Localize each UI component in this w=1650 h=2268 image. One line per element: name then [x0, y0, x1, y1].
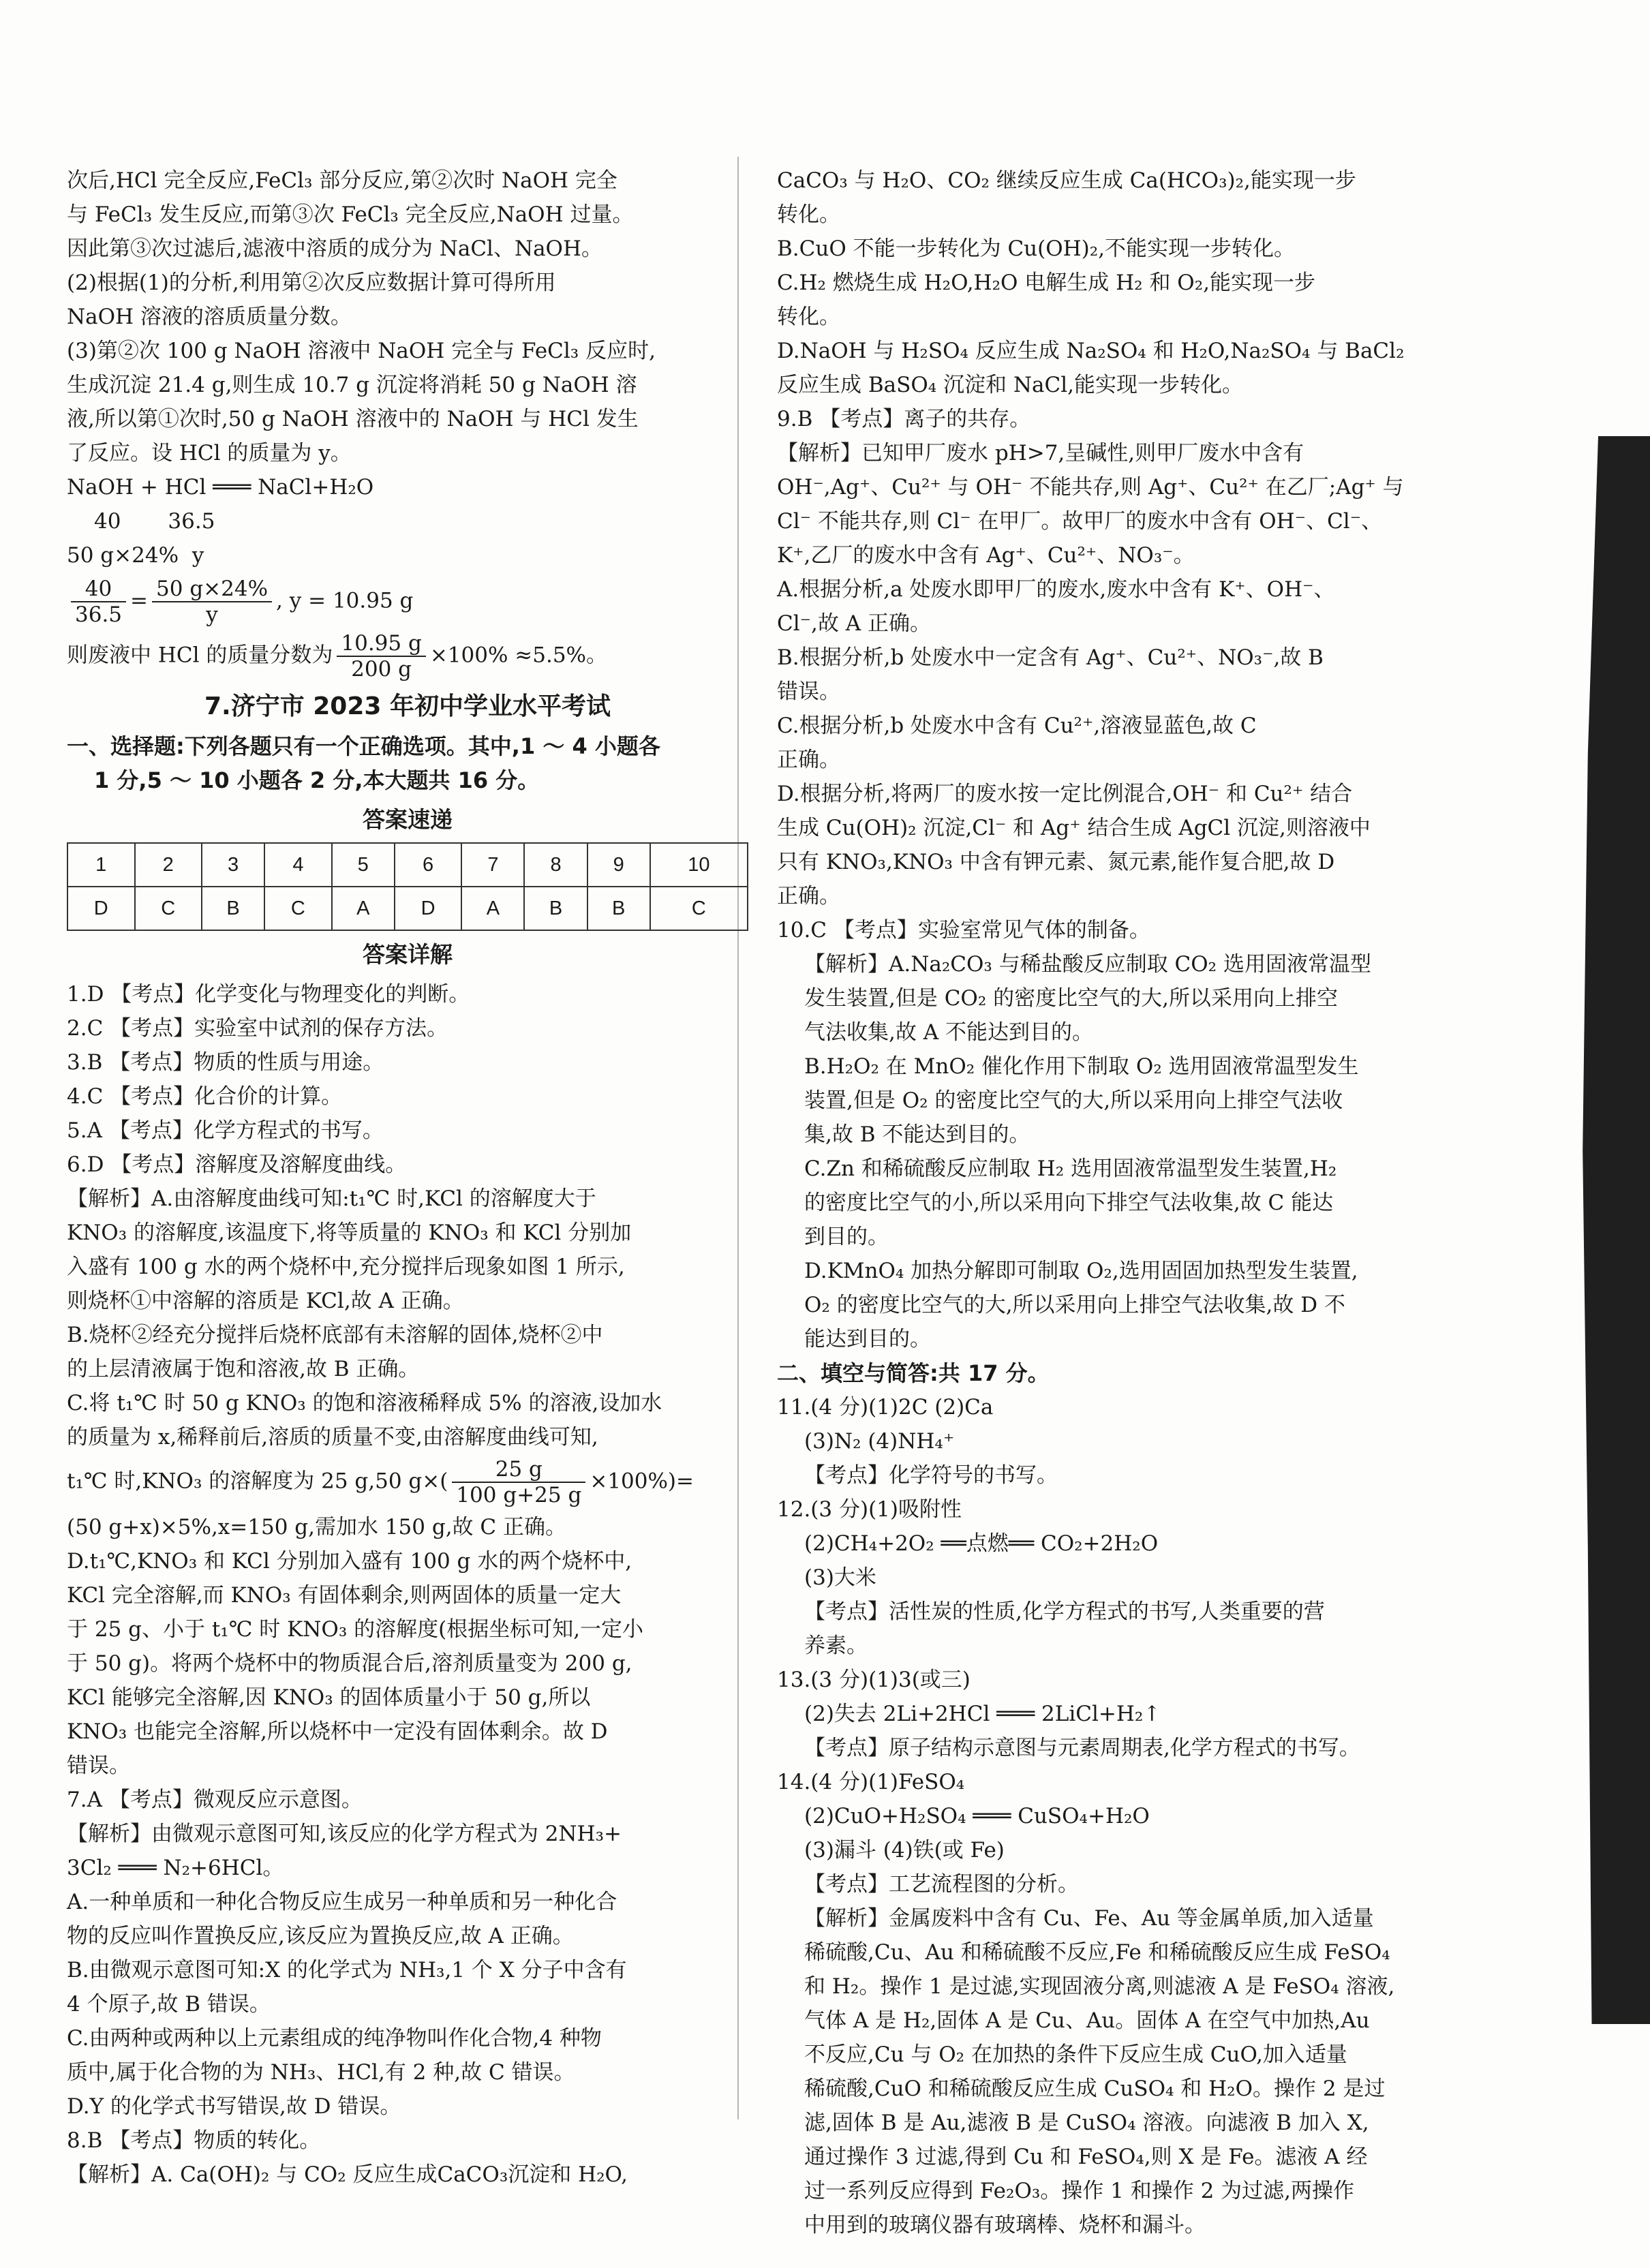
answer-item: 2.C 【考点】实验室中试剂的保存方法。 [67, 1016, 448, 1041]
text-line: NaOH 溶液的溶质质量分数。 [67, 305, 352, 329]
text-line: 到目的。 [804, 1225, 889, 1249]
text-line: KNO₃ 的溶解度,该温度下,将等质量的 KNO₃ 和 KCl 分别加 [67, 1221, 632, 1245]
pct-num: 10.95 g [337, 631, 425, 657]
answer-num-cell: 2 [135, 843, 202, 887]
text-line: 滤,固体 B 是 Au,滤液 B 是 CuSO₄ 溶液。向滤液 B 加入 X, [804, 2111, 1369, 2135]
text-line: 生成沉淀 21.4 g,则生成 10.7 g 沉淀将消耗 50 g NaOH 溶 [67, 373, 637, 397]
text-line: 因此第③次过滤后,滤液中溶质的成分为 NaCl、NaOH。 [67, 236, 603, 261]
q10-analysis [777, 913, 1458, 1356]
text-line: (2)根据(1)的分析,利用第②次反应数据计算可得所用 [67, 271, 556, 295]
ratio-den-1: 36.5 [75, 602, 123, 627]
text-line: A.根据分析,a 处废水即甲厂的废水,废水中含有 K⁺、OH⁻、 [777, 577, 1335, 602]
answer-item: 8.B 【考点】物质的转化。 [67, 2128, 321, 2153]
text-line: (2)失去 2Li+2HCl ═══ 2LiCl+H₂↑ [804, 1702, 1161, 1726]
text-line: 入盛有 100 g 水的两个烧杯中,充分搅拌后现象如图 1 所示, [67, 1255, 625, 1279]
text-line: 错误。 [67, 1753, 130, 1778]
text-line: KCl 完全溶解,而 KNO₃ 有固体剩余,则两固体的质量一定大 [67, 1583, 622, 1608]
answer-num-cell: 3 [202, 843, 264, 887]
text-line: C.根据分析,b 处废水中含有 Cu²⁺,溶液显蓝色,故 C [777, 714, 1257, 738]
answer-number-row [67, 843, 748, 887]
text-line: 液,所以第①次时,50 g NaOH 溶液中的 NaOH 与 HCl 发生 [67, 407, 639, 431]
text-line: B.根据分析,b 处废水中一定含有 Ag⁺、Cu²⁺、NO₃⁻,故 B [777, 645, 1324, 670]
text-line: Cl⁻,故 A 正确。 [777, 611, 931, 636]
text-line: 气法收集,故 A 不能达到目的。 [804, 1020, 1093, 1045]
text-line: 【解析】已知甲厂废水 pH>7,呈碱性,则甲厂废水中含有 [777, 441, 1304, 465]
equation-masses: 40 36.5 [94, 509, 215, 534]
text-line: D.KMnO₄ 加热分解即可制取 O₂,选用固固加热型发生装置, [804, 1259, 1358, 1283]
answer-key-cell: B [587, 887, 650, 930]
right-column [777, 164, 1458, 2242]
text-line: 转化。 [777, 202, 840, 227]
ratio-result: , y = 10.95 g [276, 588, 414, 613]
answer-item: 4.C 【考点】化合价的计算。 [67, 1084, 343, 1109]
percentage-line [67, 631, 748, 681]
answer-item: 7.A 【考点】微观反应示意图。 [67, 1788, 363, 1812]
ratio-equals: = [130, 588, 149, 613]
section-heading-2: 二、填空与简答:共 17 分。 [777, 1360, 1050, 1386]
text-line: B.烧杯②经充分搅拌后烧杯底部有未溶解的固体,烧杯②中 [67, 1323, 603, 1347]
text-line: 于 25 g、小于 t₁℃ 时 KNO₃ 的溶解度(根据坐标可知,一定小 [67, 1617, 644, 1642]
answer-key-cell: D [67, 887, 135, 930]
answer-key-cell: A [461, 887, 524, 930]
text-line: 能达到目的。 [804, 1327, 931, 1351]
q6-fraction-line [67, 1457, 748, 1507]
text-line: 稀硫酸,Cu、Au 和稀硫酸不反应,Fe 和稀硫酸反应生成 FeSO₄ [804, 1940, 1390, 1965]
answer-key-cell: B [524, 887, 587, 930]
text-line: B.H₂O₂ 在 MnO₂ 催化作用下制取 O₂ 选用固液常温型发生 [804, 1054, 1359, 1079]
ratio-num-1: 40 [71, 577, 126, 602]
answer-num-cell: 1 [67, 843, 135, 887]
q6-frac-num: 25 g [452, 1457, 585, 1483]
answer-items-1-6 [67, 977, 748, 1182]
text-line: 和 H₂。操作 1 是过滤,实现固液分离,则滤液 A 是 FeSO₄ 溶液, [804, 1974, 1395, 1999]
text-line: 物的反应叫作置换反应,该反应为置换反应,故 A 正确。 [67, 1924, 574, 1948]
text-line: Cl⁻ 不能共存,则 Cl⁻ 在甲厂。故甲厂的废水中含有 OH⁻、Cl⁻、 [777, 509, 1383, 534]
text-line: 的上层清液属于饱和溶液,故 B 正确。 [67, 1357, 420, 1381]
text-line: 【解析】A.由溶解度曲线可知:t₁℃ 时,KCl 的溶解度大于 [67, 1186, 596, 1211]
text-line: (3)漏斗 (4)铁(或 Fe) [804, 1838, 1005, 1863]
answer-num-cell: 6 [395, 843, 462, 887]
answer-num-cell: 5 [332, 843, 395, 887]
text-line: 3Cl₂ ═══ N₂+6HCl。 [67, 1856, 284, 1880]
text-line: 次后,HCl 完全反应,FeCl₃ 部分反应,第②次时 NaOH 完全 [67, 168, 617, 193]
answer-item: 14.(4 分)(1)FeSO₄ [777, 1770, 965, 1794]
answer-num-cell: 4 [264, 843, 332, 887]
text-line: 质中,属于化合物的为 NH₃、HCl,有 2 种,故 C 错误。 [67, 2060, 575, 2085]
text-line: 4 个原子,故 B 错误。 [67, 1992, 271, 2017]
q6-analysis [67, 1182, 748, 1783]
text-line: CaCO₃ 与 H₂O、CO₂ 继续反应生成 Ca(HCO₃)₂,能实现一步 [777, 168, 1356, 193]
text-line: OH⁻,Ag⁺、Cu²⁺ 与 OH⁻ 不能共存,则 Ag⁺、Cu²⁺ 在乙厂;Ag⁺ 与 [777, 475, 1404, 500]
quick-answer-title: 答案速递 [363, 806, 453, 833]
answer-key-cell: A [332, 887, 395, 930]
text-line: 中用到的玻璃仪器有玻璃棒、烧杯和漏斗。 [804, 2213, 1206, 2237]
answer-num-cell: 10 [650, 843, 748, 887]
q6-frac-den: 100 g+25 g [456, 1483, 582, 1507]
answer-detail-title: 答案详解 [363, 941, 453, 968]
text-line: 集,故 B 不能达到目的。 [804, 1122, 1030, 1147]
left-column [67, 164, 748, 2192]
text-line: C.由两种或两种以上元素组成的纯净物叫作化合物,4 种物 [67, 2026, 602, 2051]
ratio-num-2: 50 g×24% [152, 577, 272, 602]
answer-table [67, 842, 748, 931]
q11 [777, 1390, 1458, 1492]
answer-num-cell: 9 [587, 843, 650, 887]
left-top-text [67, 164, 748, 470]
answer-item: 13.(3 分)(1)3(或三) [777, 1668, 971, 1692]
text-line: 养素。 [804, 1634, 868, 1658]
text-line: 生成 Cu(OH)₂ 沉淀,Cl⁻ 和 Ag⁺ 结合生成 AgCl 沉淀,则溶液中 [777, 816, 1371, 840]
text-line: 装置,但是 O₂ 的密度比空气的大,所以采用向上排空气法收 [804, 1088, 1343, 1113]
text-line: (50 g+x)×5%,x=150 g,需加水 150 g,故 C 正确。 [67, 1515, 566, 1539]
text-line: O₂ 的密度比空气的大,所以采用向上排空气法收集,故 D 不 [804, 1293, 1345, 1317]
text-line: 【解析】A. Ca(OH)₂ 与 CO₂ 反应生成CaCO₃沉淀和 H₂O, [67, 2162, 628, 2187]
text-line: 【考点】化学符号的书写。 [804, 1463, 1058, 1488]
text-line: 【考点】原子结构示意图与元素周期表,化学方程式的书写。 [804, 1736, 1360, 1760]
pct-pre: 则废液中 HCl 的质量分数为 [67, 643, 333, 668]
exam-title: 7.济宁市 2023 年初中学业水平考试 [204, 692, 611, 720]
answer-item: 9.B 【考点】离子的共存。 [777, 407, 1031, 431]
q6-frac-pre: t₁℃ 时,KNO₃ 的溶解度为 25 g,50 g×( [67, 1469, 448, 1494]
text-line: 【解析】A.Na₂CO₃ 与稀盐酸反应制取 CO₂ 选用固液常温型 [804, 952, 1371, 977]
text-line: (3)N₂ (4)NH₄⁺ [804, 1429, 955, 1454]
text-line: KNO₃ 也能完全溶解,所以烧杯中一定没有固体剩余。故 D [67, 1719, 608, 1744]
text-line: 发生装置,但是 CO₂ 的密度比空气的大,所以采用向上排空 [804, 986, 1338, 1011]
text-line: 转化。 [777, 305, 840, 329]
pct-post: ×100% ≈5.5%。 [429, 643, 608, 668]
answer-key-cell: C [135, 887, 202, 930]
text-line: 正确。 [777, 884, 840, 908]
text-line: (3)第②次 100 g NaOH 溶液中 NaOH 完全与 FeCl₃ 反应时, [67, 339, 656, 363]
page-edge-shadow [1521, 436, 1650, 2024]
text-line: 气体 A 是 H₂,固体 A 是 Cu、Au。固体 A 在空气中加热,Au [804, 2008, 1370, 2033]
answer-key-row [67, 887, 748, 930]
text-line: C.将 t₁℃ 时 50 g KNO₃ 的饱和溶液稀释成 5% 的溶液,设加水 [67, 1391, 662, 1415]
text-line: 反应生成 BaSO₄ 沉淀和 NaCl,能实现一步转化。 [777, 373, 1243, 397]
text-line: 通过操作 3 过滤,得到 Cu 和 FeSO₄,则 X 是 Fe。滤液 A 经 [804, 2145, 1368, 2169]
text-line: C.Zn 和稀硫酸反应制取 H₂ 选用固液常温型发生装置,H₂ [804, 1156, 1337, 1181]
text-line: 与 FeCl₃ 发生反应,而第③次 FeCl₃ 完全反应,NaOH 过量。 [67, 202, 634, 227]
text-line: 【解析】金属废料中含有 Cu、Fe、Au 等金属单质,加入适量 [804, 1906, 1374, 1931]
answer-item: 1.D 【考点】化学变化与物理变化的判断。 [67, 982, 470, 1007]
text-line: 只有 KNO₃,KNO₃ 中含有钾元素、氮元素,能作复合肥,故 D [777, 850, 1335, 874]
text-line: 的质量为 x,稀释前后,溶质的质量不变,由溶解度曲线可知, [67, 1425, 598, 1450]
answer-key-cell: B [202, 887, 264, 930]
text-line: 正确。 [777, 748, 840, 772]
answer-num-cell: 7 [461, 843, 524, 887]
ratio-den-2: y [206, 602, 218, 627]
text-line: B.由微观示意图可知:X 的化学式为 NH₃,1 个 X 分子中含有 [67, 1958, 627, 1982]
equation-given: 50 g×24% y [67, 543, 204, 568]
q9-analysis [777, 402, 1458, 913]
section-line: 1 分,5 ～ 10 小题各 2 分,本大题共 16 分。 [94, 767, 540, 793]
chemical-equation: NaOH + HCl ═══ NaCl+H₂O [67, 475, 374, 500]
section-heading-1 [67, 729, 748, 797]
text-line: 【考点】工艺流程图的分析。 [804, 1872, 1079, 1897]
text-line: 错误。 [777, 679, 840, 704]
text-line: D.t₁℃,KNO₃ 和 KCl 分别加入盛有 100 g 水的两个烧杯中, [67, 1549, 632, 1574]
q12 [777, 1492, 1458, 1663]
pct-den: 200 g [351, 657, 412, 681]
text-line: B.CuO 不能一步转化为 Cu(OH)₂,不能实现一步转化。 [777, 236, 1296, 261]
answer-key-cell: C [650, 887, 748, 930]
q8-continued [777, 164, 1458, 402]
text-line: 不反应,Cu 与 O₂ 在加热的条件下反应生成 CuO,加入适量 [804, 2042, 1347, 2067]
text-line: 稀硫酸,CuO 和稀硫酸反应生成 CuSO₄ 和 H₂O。操作 2 是过 [804, 2077, 1386, 2101]
q13 [777, 1663, 1458, 1765]
section-line: 一、选择题:下列各题只有一个正确选项。其中,1 ～ 4 小题各 [67, 733, 660, 759]
text-line: D.Y 的化学式书写错误,故 D 错误。 [67, 2094, 401, 2119]
text-line: 的密度比空气的小,所以采用向下排空气法收集,故 C 能达 [804, 1191, 1334, 1215]
q7-q8-analysis [67, 1783, 748, 2192]
text-line: D.NaOH 与 H₂SO₄ 反应生成 Na₂SO₄ 和 H₂O,Na₂SO₄ 与 BaCl₂ [777, 339, 1405, 363]
answer-key-cell: D [395, 887, 462, 930]
text-line: 则烧杯①中溶解的溶质是 KCl,故 A 正确。 [67, 1289, 464, 1313]
text-line: C.H₂ 燃烧生成 H₂O,H₂O 电解生成 H₂ 和 O₂,能实现一步 [777, 271, 1315, 295]
text-line: (2)CH₄+2O₂ ══点燃══ CO₂+2H₂O [804, 1531, 1159, 1556]
text-line: KCl 能够完全溶解,因 KNO₃ 的固体质量小于 50 g,所以 [67, 1685, 591, 1710]
answer-item: 3.B 【考点】物质的性质与用途。 [67, 1050, 384, 1075]
text-line: 于 50 g)。将两个烧杯中的物质混合后,溶剂质量变为 200 g, [67, 1651, 632, 1676]
text-line: 【考点】活性炭的性质,化学方程式的书写,人类重要的营 [804, 1599, 1325, 1624]
answer-item: 5.A 【考点】化学方程式的书写。 [67, 1118, 384, 1143]
text-line: D.根据分析,将两厂的废水按一定比例混合,OH⁻ 和 Cu²⁺ 结合 [777, 782, 1353, 806]
text-line: (2)CuO+H₂SO₄ ═══ CuSO₄+H₂O [804, 1804, 1150, 1828]
answer-item: 6.D 【考点】溶解度及溶解度曲线。 [67, 1152, 407, 1177]
q14 [777, 1765, 1458, 2242]
answer-num-cell: 8 [524, 843, 587, 887]
text-line: 【解析】由微观示意图可知,该反应的化学方程式为 2NH₃+ [67, 1822, 622, 1846]
q6-frac-post: ×100%)= [590, 1469, 694, 1494]
answer-item: 10.C 【考点】实验室常见气体的制备。 [777, 918, 1150, 943]
text-line: (3)大米 [804, 1565, 876, 1590]
text-line: 过一系列反应得到 Fe₂O₃。操作 1 和操作 2 为过滤,两操作 [804, 2179, 1354, 2203]
answer-key-cell: C [264, 887, 332, 930]
text-line: 了反应。设 HCl 的质量为 y。 [67, 441, 352, 465]
text-line: K⁺,乙厂的废水中含有 Ag⁺、Cu²⁺、NO₃⁻。 [777, 543, 1195, 568]
answer-item: 12.(3 分)(1)吸附性 [777, 1497, 962, 1522]
answer-item: 11.(4 分)(1)2C (2)Ca [777, 1395, 994, 1420]
text-line: A.一种单质和一种化合物反应生成另一种单质和另一种化合 [67, 1890, 617, 1914]
ratio-equation [67, 577, 748, 627]
